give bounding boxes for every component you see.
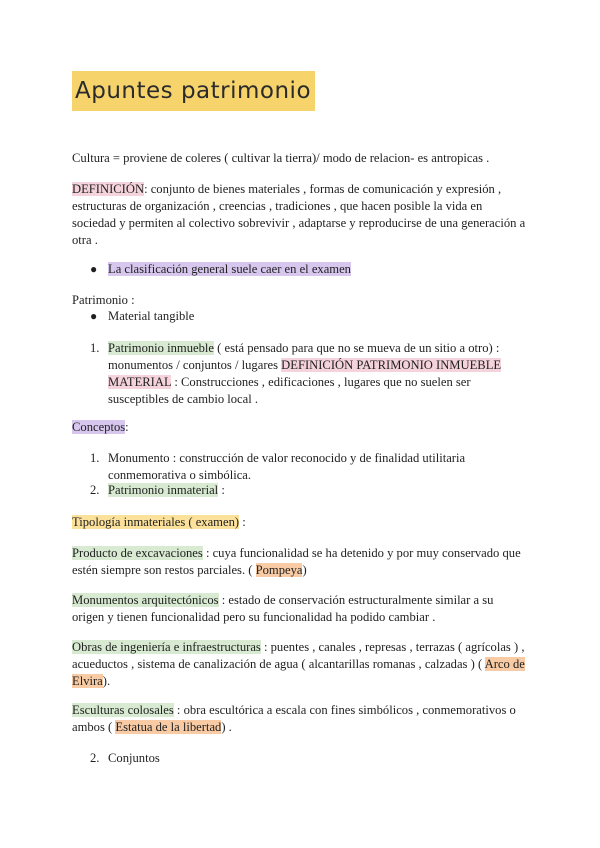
conjuntos-item: Conjuntos xyxy=(108,751,160,765)
producto-text: : cuya funcionalidad se ha detenido y por muy conservado que estén siempre son restos parciales. ( xyxy=(72,546,521,577)
tipologia-heading xyxy=(72,514,528,531)
producto-end: ) xyxy=(302,563,307,577)
obras-end: ). xyxy=(102,674,111,688)
esculturas-end: ) . xyxy=(221,720,232,734)
producto-example: Pompeya xyxy=(255,563,303,577)
item1-def-label: DEFINICIÓN PATRIMONIO INMUEBLE MATERIAL xyxy=(108,358,502,389)
list-number: 2. xyxy=(90,483,100,497)
inmaterial-text: : xyxy=(218,483,225,497)
bullet-icon: ● xyxy=(90,309,98,323)
obras-example: Arco de Elvira xyxy=(72,657,525,688)
bullet-material: Material tangible xyxy=(108,309,195,323)
list-number: 1. xyxy=(90,341,100,355)
definicion-text: : conjunto de bienes materiales , formas de comunicación y expresión , estructuras de organización , creencias , tradiciones , que hacen posible la vida en sociedad y permiten al colectivo sobrevivir , adaptarse y reproducirse de una generación a otra . xyxy=(72,182,526,247)
conceptos-label: Conceptos xyxy=(72,420,126,434)
monumentos-text: : estado de conservación estructuralmente similar a su origen y tienen funcionalidad pero su funcionalidad ha podido cambiar . xyxy=(72,593,494,624)
bullet-clasificacion xyxy=(108,261,528,278)
obras-label: Obras de ingeniería e infraestructuras xyxy=(72,640,261,654)
tipologia-label: Tipología inmateriales ( examen) xyxy=(72,515,240,529)
definicion-label: DEFINICIÓN xyxy=(72,182,145,196)
concept-item-monumento: Monumento : construcción de valor reconocido y de finalidad utilitaria conmemorativa o simbólica. xyxy=(108,451,466,482)
concept-item-inmaterial xyxy=(108,482,528,499)
definicion-paragraph xyxy=(72,181,528,249)
obras-paragraph xyxy=(72,639,528,690)
cultura-paragraph: Cultura = proviene de coleres ( cultivar la tierra)/ modo de relacion- es antropicas . xyxy=(72,151,490,165)
patrimonio-inmueble-item xyxy=(108,340,528,408)
esculturas-text: : obra escultórica a escala con fines simbólicos , conmemorativos o ambos ( xyxy=(72,703,516,734)
producto-label: Producto de excavaciones xyxy=(72,546,203,560)
esculturas-label: Esculturas colosales xyxy=(72,703,174,717)
esculturas-example: Estatua de la libertad xyxy=(115,720,222,734)
obras-text: : puentes , canales , represas , terrazas ( agrícolas ) , acueductos , sistema de canalización de agua ( alcantarillas romanas , calzadas ) ( xyxy=(72,640,525,671)
clasificacion-text: La clasificación general suele caer en el examen xyxy=(108,262,351,276)
tipologia-text: : xyxy=(239,515,246,529)
patrimonio-label: Patrimonio : xyxy=(72,293,135,307)
list-number: 2. xyxy=(90,751,100,765)
conceptos-heading xyxy=(72,419,528,436)
monumentos-label: Monumentos arquitectónicos xyxy=(72,593,219,607)
conceptos-colon: : xyxy=(125,420,129,434)
page-title: Apuntes patrimonio xyxy=(72,71,315,111)
producto-paragraph xyxy=(72,545,528,579)
monumentos-paragraph xyxy=(72,592,528,626)
patrimonio-inmueble-label: Patrimonio inmueble xyxy=(108,341,214,355)
esculturas-paragraph xyxy=(72,702,528,736)
item1-text2: : Construcciones , edificaciones , lugares que no suelen ser susceptibles de cambio local . xyxy=(108,375,471,406)
list-number: 1. xyxy=(90,451,100,465)
inmaterial-label: Patrimonio inmaterial xyxy=(108,483,219,497)
item1-text1: ( está pensado para que no se mueva de un sitio a otro) : monumentos / conjuntos / lugares xyxy=(108,341,500,372)
bullet-icon: ● xyxy=(90,262,98,276)
